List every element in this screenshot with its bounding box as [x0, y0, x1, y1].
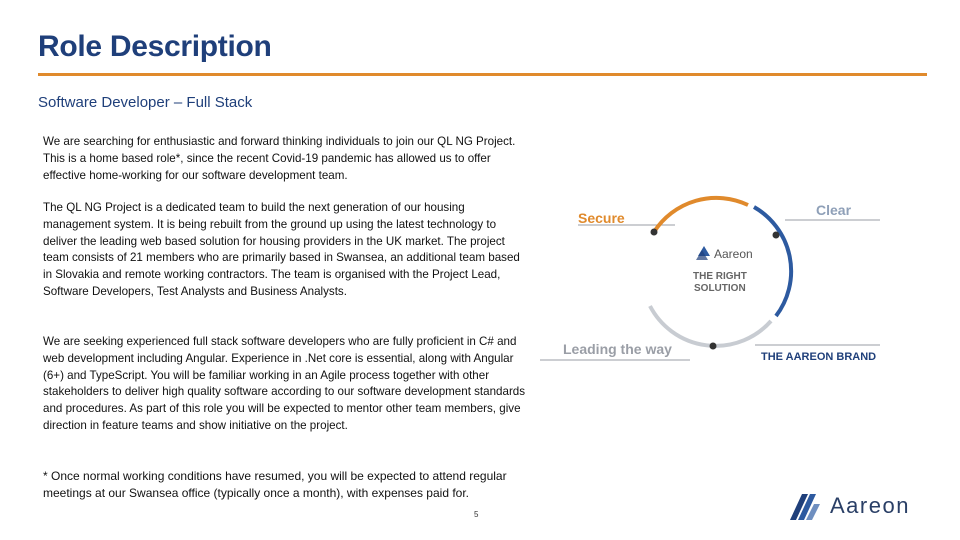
label-secure: Secure [578, 210, 625, 226]
arc-orange [654, 198, 748, 232]
center-line2: SOLUTION [694, 283, 746, 294]
arc-blue [754, 207, 791, 316]
role-subtitle: Software Developer – Full Stack [38, 94, 253, 111]
center-logo-mark-icon [696, 246, 710, 260]
footer-logo-text: Aareon [830, 493, 910, 518]
requirements-paragraph: We are seeking experienced full stack software developers who are fully proficient in C# and web development including Angular. Experience in .Net core is essential, along with Angular (6+) and TypeScript. You will be familiar working in an Agile process together with other stakeholders to deliver high quality software according to our software development standards and procedures. As part of this role you will be expected to mentor other team members, give direction in feature teams and show initiative on the project. [43, 335, 526, 432]
intro-paragraph: We are searching for enthusiastic and forward thinking individuals to join our QL NG Project. This is a home based role*, since the recent Covid-19 pandemic has allowed us to offer effective home-working for our software development team. [43, 135, 516, 182]
page-title: Role Description [38, 30, 272, 63]
page-number: 5 [474, 510, 479, 519]
aareon-brand-graphic [530, 190, 890, 380]
center-line1: THE RIGHT [693, 271, 747, 282]
label-clear: Clear [816, 202, 852, 218]
arc-dot-orange [651, 229, 658, 236]
brand-caption: THE AAREON BRAND [761, 351, 877, 363]
arc-gray [650, 306, 771, 346]
center-logo-text: Aareon [714, 247, 753, 261]
aareon-logo-icon [790, 494, 820, 520]
label-leading: Leading the way [563, 341, 672, 357]
project-paragraph: The QL NG Project is a dedicated team to build the next generation of our housing management system. It is being rebuilt from the ground up using the latest technology to deliver the leading web based solution for housing providers in the UK market. The project team consists of 21 members who are primarily based in Swansea, an additional team based in Slovakia and remote working contractors. The team is organised with the Project Lead, Software Developers, Test Analysts and Business Analysts. [43, 201, 520, 298]
arc-dot-blue [773, 232, 780, 239]
arc-dot-gray [710, 343, 717, 350]
footnote-paragraph: * Once normal working conditions have resumed, you will be expected to attend regular meetings at our Swansea office (typically once a month), with expenses paid for. [43, 469, 507, 500]
title-divider [38, 73, 927, 76]
aareon-footer-logo [786, 486, 931, 526]
